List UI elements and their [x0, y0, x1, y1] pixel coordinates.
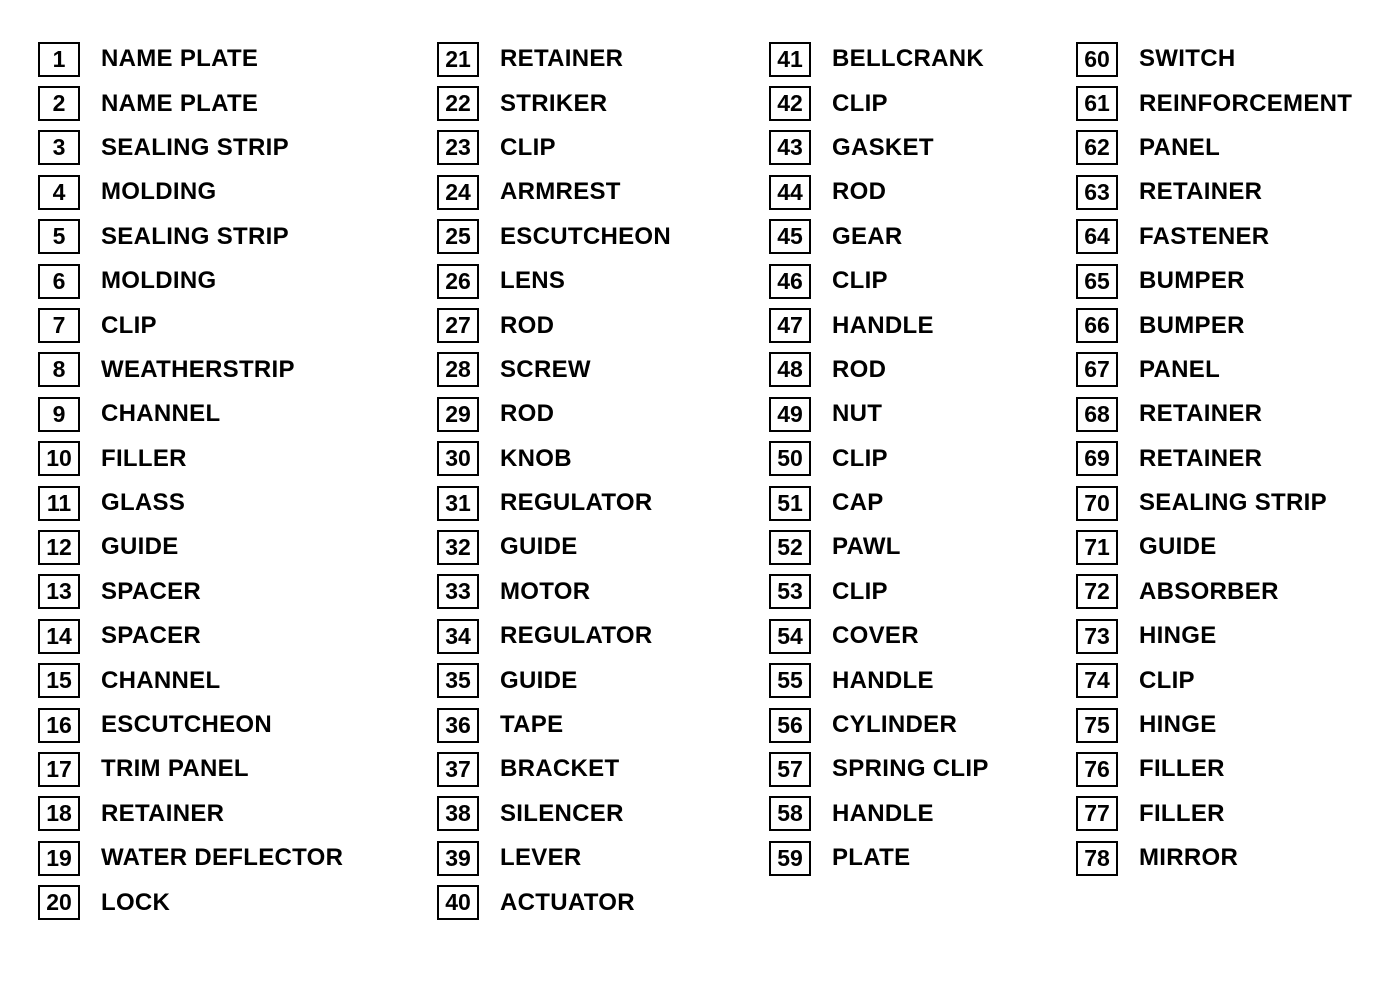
part-name: MOLDING [101, 178, 217, 206]
legend-item [769, 614, 989, 658]
legend-item [769, 792, 989, 836]
part-number-box: 72 [1076, 574, 1118, 609]
part-name: FILLER [1139, 755, 1225, 783]
part-number-box: 11 [38, 486, 80, 521]
legend-item [1076, 37, 1352, 81]
part-name: NUT [832, 400, 883, 428]
part-number-box: 29 [437, 397, 479, 432]
part-number-box: 57 [769, 752, 811, 787]
legend-item [1076, 170, 1352, 214]
part-name: REGULATOR [500, 622, 653, 650]
part-name: GUIDE [1139, 533, 1217, 561]
part-number-box: 2 [38, 86, 80, 121]
part-number-box: 3 [38, 130, 80, 165]
part-name: ABSORBER [1139, 577, 1279, 605]
part-name: TRIM PANEL [101, 755, 249, 783]
legend-item [38, 836, 343, 880]
part-name: RETAINER [1139, 178, 1263, 206]
legend-item [1076, 481, 1352, 525]
legend-item [769, 37, 989, 81]
part-name: TAPE [500, 711, 564, 739]
part-name: SEALING STRIP [101, 133, 289, 161]
part-name: GLASS [101, 489, 186, 517]
legend-item [769, 836, 989, 880]
legend-item [1076, 126, 1352, 170]
part-name: SWITCH [1139, 45, 1236, 73]
part-name: SILENCER [500, 799, 624, 827]
part-number-box: 68 [1076, 397, 1118, 432]
legend-item [437, 792, 671, 836]
legend-item [38, 437, 343, 481]
part-name: CAP [832, 489, 884, 517]
part-number-box: 54 [769, 619, 811, 654]
legend-item [437, 570, 671, 614]
part-name: LOCK [101, 888, 171, 916]
legend-item [38, 658, 343, 702]
legend-item [769, 348, 989, 392]
part-name: FILLER [1139, 799, 1225, 827]
part-number-box: 6 [38, 264, 80, 299]
part-number-box: 4 [38, 175, 80, 210]
part-number-box: 8 [38, 352, 80, 387]
legend-item [1076, 614, 1352, 658]
legend-item [769, 215, 989, 259]
legend-item [1076, 570, 1352, 614]
legend-column [437, 37, 671, 925]
part-name: PAWL [832, 533, 901, 561]
part-number-box: 10 [38, 441, 80, 476]
part-name: ROD [500, 400, 555, 428]
part-name: LEVER [500, 844, 582, 872]
part-number-box: 55 [769, 663, 811, 698]
legend-item [38, 880, 343, 924]
part-name: MIRROR [1139, 844, 1239, 872]
legend-item [769, 525, 989, 569]
part-number-box: 38 [437, 796, 479, 831]
part-number-box: 17 [38, 752, 80, 787]
part-name: CLIP [832, 267, 888, 295]
part-number-box: 56 [769, 708, 811, 743]
part-name: ROD [832, 178, 887, 206]
part-number-box: 42 [769, 86, 811, 121]
part-number-box: 32 [437, 530, 479, 565]
legend-item [1076, 259, 1352, 303]
part-number-box: 27 [437, 308, 479, 343]
part-number-box: 70 [1076, 486, 1118, 521]
legend-item [769, 703, 989, 747]
part-name: CLIP [832, 577, 888, 605]
legend-item [1076, 792, 1352, 836]
part-number-box: 18 [38, 796, 80, 831]
legend-item [437, 836, 671, 880]
part-number-box: 64 [1076, 219, 1118, 254]
legend-item [769, 658, 989, 702]
part-name: CLIP [1139, 666, 1195, 694]
part-number-box: 34 [437, 619, 479, 654]
part-name: BUMPER [1139, 267, 1245, 295]
part-number-box: 28 [437, 352, 479, 387]
part-name: CLIP [500, 133, 556, 161]
legend-item [769, 170, 989, 214]
part-name: SPRING CLIP [832, 755, 989, 783]
legend-item [38, 525, 343, 569]
part-number-box: 67 [1076, 352, 1118, 387]
legend-item [38, 481, 343, 525]
part-name: REGULATOR [500, 489, 653, 517]
part-number-box: 21 [437, 42, 479, 77]
part-number-box: 41 [769, 42, 811, 77]
part-name: PLATE [832, 844, 911, 872]
legend-item [1076, 348, 1352, 392]
legend-item [38, 703, 343, 747]
legend-item [1076, 215, 1352, 259]
part-name: SEALING STRIP [1139, 489, 1327, 517]
legend-item [437, 81, 671, 125]
part-number-box: 62 [1076, 130, 1118, 165]
part-number-box: 31 [437, 486, 479, 521]
part-name: ESCUTCHEON [101, 711, 273, 739]
part-name: BRACKET [500, 755, 620, 783]
legend-column [38, 37, 343, 925]
part-name: MOTOR [500, 577, 591, 605]
legend-item [38, 747, 343, 791]
legend-item [769, 570, 989, 614]
part-number-box: 9 [38, 397, 80, 432]
legend-item [437, 348, 671, 392]
part-name: GUIDE [101, 533, 179, 561]
part-number-box: 22 [437, 86, 479, 121]
legend-item [38, 392, 343, 436]
legend-item [437, 525, 671, 569]
legend-item [38, 259, 343, 303]
part-name: RETAINER [101, 799, 225, 827]
part-name: BUMPER [1139, 311, 1245, 339]
part-name: CLIP [832, 444, 888, 472]
part-number-box: 14 [38, 619, 80, 654]
part-name: CLIP [832, 89, 888, 117]
part-number-box: 78 [1076, 841, 1118, 876]
legend-item [769, 481, 989, 525]
part-name: WEATHERSTRIP [101, 355, 295, 383]
part-number-box: 69 [1076, 441, 1118, 476]
legend-item [769, 259, 989, 303]
legend-item [38, 792, 343, 836]
legend-item [1076, 303, 1352, 347]
legend-item [1076, 525, 1352, 569]
legend-item [437, 880, 671, 924]
legend-item [769, 81, 989, 125]
legend-item [437, 303, 671, 347]
part-number-box: 15 [38, 663, 80, 698]
legend-column [769, 37, 989, 880]
part-number-box: 20 [38, 885, 80, 920]
legend-item [1076, 658, 1352, 702]
part-number-box: 24 [437, 175, 479, 210]
legend-item [1076, 703, 1352, 747]
legend-item [769, 747, 989, 791]
part-name: PANEL [1139, 355, 1221, 383]
part-number-box: 51 [769, 486, 811, 521]
part-number-box: 35 [437, 663, 479, 698]
part-number-box: 47 [769, 308, 811, 343]
legend-item [437, 126, 671, 170]
part-number-box: 66 [1076, 308, 1118, 343]
part-number-box: 13 [38, 574, 80, 609]
legend-item [769, 126, 989, 170]
part-number-box: 73 [1076, 619, 1118, 654]
part-number-box: 12 [38, 530, 80, 565]
part-number-box: 23 [437, 130, 479, 165]
part-name: CLIP [101, 311, 157, 339]
legend-item [769, 303, 989, 347]
part-number-box: 61 [1076, 86, 1118, 121]
part-name: SCREW [500, 355, 591, 383]
legend-item [437, 658, 671, 702]
legend-item [437, 392, 671, 436]
part-number-box: 30 [437, 441, 479, 476]
part-name: CHANNEL [101, 666, 221, 694]
part-name: CYLINDER [832, 711, 958, 739]
part-name: ARMREST [500, 178, 621, 206]
part-number-box: 74 [1076, 663, 1118, 698]
part-number-box: 39 [437, 841, 479, 876]
part-number-box: 76 [1076, 752, 1118, 787]
part-number-box: 50 [769, 441, 811, 476]
part-number-box: 40 [437, 885, 479, 920]
legend-item [1076, 392, 1352, 436]
legend-item [437, 481, 671, 525]
legend-item [1076, 437, 1352, 481]
part-number-box: 43 [769, 130, 811, 165]
part-name: HINGE [1139, 622, 1217, 650]
legend-item [1076, 747, 1352, 791]
part-number-box: 60 [1076, 42, 1118, 77]
part-number-box: 53 [769, 574, 811, 609]
part-number-box: 44 [769, 175, 811, 210]
part-name: SPACER [101, 577, 202, 605]
legend-item [38, 126, 343, 170]
part-name: SEALING STRIP [101, 222, 289, 250]
part-number-box: 19 [38, 841, 80, 876]
part-number-box: 71 [1076, 530, 1118, 565]
part-name: LENS [500, 267, 566, 295]
legend-column [1076, 37, 1352, 880]
part-name: ESCUTCHEON [500, 222, 672, 250]
legend-item [38, 170, 343, 214]
part-number-box: 33 [437, 574, 479, 609]
part-name: NAME PLATE [101, 45, 259, 73]
part-number-box: 52 [769, 530, 811, 565]
part-number-box: 1 [38, 42, 80, 77]
legend-item [437, 37, 671, 81]
part-name: BELLCRANK [832, 45, 985, 73]
legend-item [38, 215, 343, 259]
part-name: RETAINER [1139, 444, 1263, 472]
legend-item [38, 303, 343, 347]
legend-item [769, 437, 989, 481]
legend-item [437, 259, 671, 303]
part-number-box: 25 [437, 219, 479, 254]
part-name: FILLER [101, 444, 187, 472]
legend-item [38, 37, 343, 81]
part-number-box: 7 [38, 308, 80, 343]
legend-item [38, 570, 343, 614]
part-name: COVER [832, 622, 919, 650]
legend-item [437, 437, 671, 481]
part-name: HANDLE [832, 666, 934, 694]
part-name: RETAINER [1139, 400, 1263, 428]
legend-item [38, 348, 343, 392]
part-name: CHANNEL [101, 400, 221, 428]
legend-item [38, 81, 343, 125]
part-name: ROD [832, 355, 887, 383]
legend-item [437, 170, 671, 214]
part-number-box: 5 [38, 219, 80, 254]
part-name: GUIDE [500, 666, 578, 694]
part-name: HINGE [1139, 711, 1217, 739]
part-name: PANEL [1139, 133, 1221, 161]
part-name: ROD [500, 311, 555, 339]
part-name: GUIDE [500, 533, 578, 561]
part-name: GEAR [832, 222, 903, 250]
part-name: HANDLE [832, 799, 934, 827]
legend-item [437, 614, 671, 658]
part-name: KNOB [500, 444, 572, 472]
part-number-box: 48 [769, 352, 811, 387]
part-name: GASKET [832, 133, 934, 161]
part-number-box: 36 [437, 708, 479, 743]
legend-item [769, 392, 989, 436]
part-number-box: 59 [769, 841, 811, 876]
part-number-box: 46 [769, 264, 811, 299]
legend-item [437, 747, 671, 791]
part-name: FASTENER [1139, 222, 1270, 250]
part-number-box: 49 [769, 397, 811, 432]
part-name: MOLDING [101, 267, 217, 295]
part-name: SPACER [101, 622, 202, 650]
part-number-box: 65 [1076, 264, 1118, 299]
part-name: ACTUATOR [500, 888, 635, 916]
legend-item [1076, 836, 1352, 880]
part-name: HANDLE [832, 311, 934, 339]
legend-item [38, 614, 343, 658]
part-name: STRIKER [500, 89, 608, 117]
part-number-box: 75 [1076, 708, 1118, 743]
part-name: RETAINER [500, 45, 624, 73]
part-name: REINFORCEMENT [1139, 89, 1353, 117]
legend-item [437, 215, 671, 259]
legend-item [1076, 81, 1352, 125]
part-number-box: 37 [437, 752, 479, 787]
part-number-box: 58 [769, 796, 811, 831]
part-number-box: 45 [769, 219, 811, 254]
part-number-box: 16 [38, 708, 80, 743]
legend-item [437, 703, 671, 747]
part-number-box: 77 [1076, 796, 1118, 831]
part-name: NAME PLATE [101, 89, 259, 117]
part-name: WATER DEFLECTOR [101, 844, 344, 872]
part-number-box: 26 [437, 264, 479, 299]
part-number-box: 63 [1076, 175, 1118, 210]
